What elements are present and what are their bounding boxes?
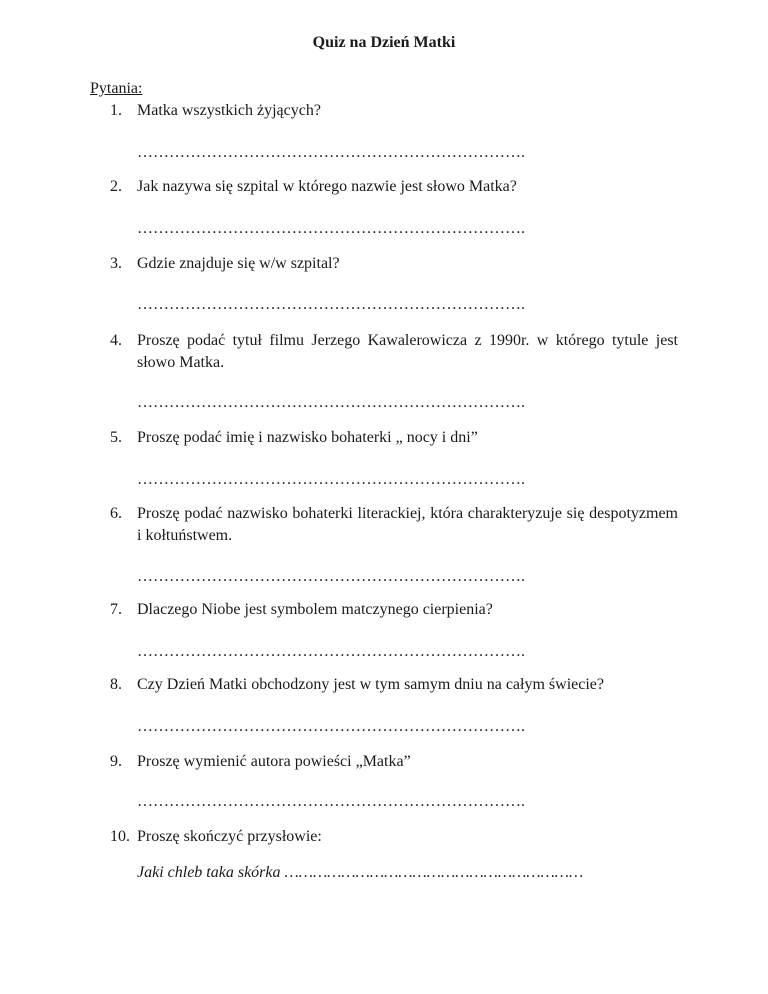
question-3 — [110, 253, 678, 275]
question-text: Matka wszystkich żyjących? — [137, 102, 321, 119]
question-number: 8. — [110, 676, 122, 693]
question-text: Proszę podać nazwisko bohaterki literackiej, która charakteryzuje się despotyzmem i kołtuństwem. — [137, 505, 678, 544]
question-2 — [110, 176, 678, 198]
question-number: 10. — [110, 828, 130, 845]
answer-line-1: ………………………………………………………………. — [137, 144, 525, 161]
question-1 — [110, 100, 678, 122]
question-number: 2. — [110, 178, 122, 195]
question-text: Gdzie znajduje się w/w szpital? — [137, 255, 340, 272]
question-4 — [110, 330, 678, 374]
answer-line-7: ………………………………………………………………. — [137, 643, 525, 660]
question-text: Dlaczego Niobe jest symbolem matczynego cierpienia? — [137, 601, 493, 618]
question-number: 6. — [110, 505, 122, 522]
question-text: Proszę podać tytuł filmu Jerzego Kawalerowicza z 1990r. w którego tytule jest słowo Matka. — [137, 332, 678, 371]
question-6 — [110, 503, 678, 547]
question-number: 4. — [110, 332, 122, 349]
question-text: Czy Dzień Matki obchodzony jest w tym samym dniu na całym świecie? — [137, 676, 604, 693]
answer-line-3: ………………………………………………………………. — [137, 296, 525, 313]
answer-line-5: ………………………………………………………………. — [137, 471, 525, 488]
question-5 — [110, 427, 678, 449]
question-number: 5. — [110, 429, 122, 446]
section-label: Pytania: — [90, 80, 143, 97]
question-number: 9. — [110, 753, 122, 770]
answer-line-9: ………………………………………………………………. — [137, 793, 525, 810]
question-7 — [110, 599, 678, 621]
question-text: Proszę wymienić autora powieści „Matka” — [137, 753, 411, 770]
question-number: 1. — [110, 102, 122, 119]
question-9 — [110, 751, 678, 773]
question-10 — [110, 826, 678, 848]
answer-line-6: ………………………………………………………………. — [137, 568, 525, 585]
document-title: Quiz na Dzień Matki — [312, 34, 456, 51]
question-8 — [110, 674, 678, 696]
answer-line-2: ………………………………………………………………. — [137, 220, 525, 237]
answer-line-4: ………………………………………………………………. — [137, 394, 525, 411]
proverb-line: Jaki chleb taka skórka ……………………………………………………… — [137, 864, 584, 881]
question-number: 3. — [110, 255, 122, 272]
question-text: Jak nazywa się szpital w którego nazwie jest słowo Matka? — [137, 178, 517, 195]
answer-line-8: ………………………………………………………………. — [137, 718, 525, 735]
question-number: 7. — [110, 601, 122, 618]
question-text: Proszę podać imię i nazwisko bohaterki „ nocy i dni” — [137, 429, 478, 446]
question-text: Proszę skończyć przysłowie: — [137, 828, 322, 845]
